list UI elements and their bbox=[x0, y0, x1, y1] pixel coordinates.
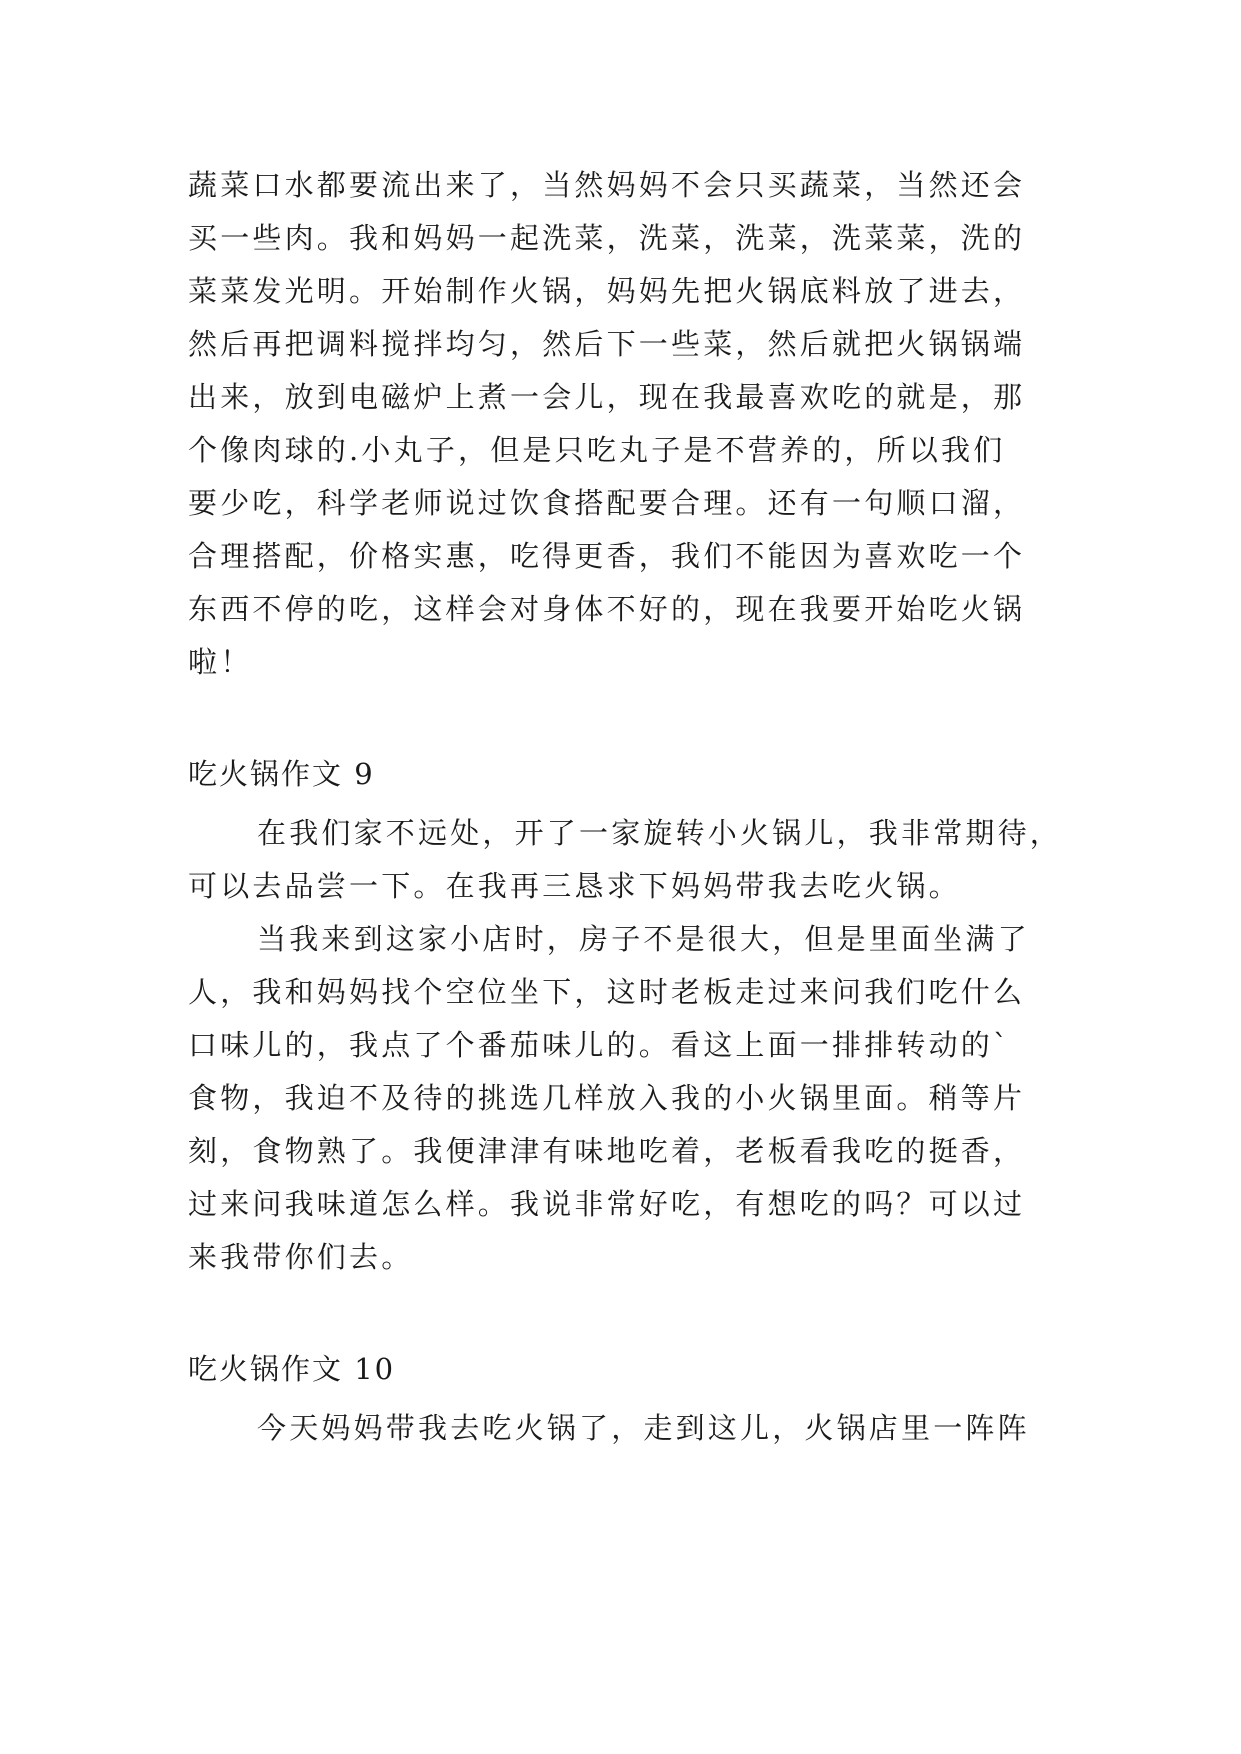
paragraph-line: 啦！ bbox=[188, 645, 253, 679]
paragraph-line: 个像肉球的.小丸子，但是只吃丸子是不营养的，所以我们 bbox=[188, 433, 1006, 467]
paragraph-line: 当我来到这家小店时，房子不是很大，但是里面坐满了 bbox=[257, 922, 1030, 956]
paragraph-line: 刻，食物熟了。我便津津有味地吃着，老板看我吃的挺香， bbox=[188, 1134, 1026, 1168]
paragraph-line: 东西不停的吃，这样会对身体不好的，现在我要开始吃火锅 bbox=[188, 592, 1026, 626]
paragraph-line: 今天妈妈带我去吃火锅了，走到这儿，火锅店里一阵阵 bbox=[257, 1411, 1030, 1445]
paragraph-line: 要少吃，科学老师说过饮食搭配要合理。还有一句顺口溜， bbox=[188, 486, 1026, 520]
section-title: 吃火锅作文 9 bbox=[188, 757, 375, 791]
paragraph-line: 过来问我味道怎么样。我说非常好吃，有想吃的吗？可以过 bbox=[188, 1187, 1026, 1221]
section-title: 吃火锅作文 10 bbox=[188, 1352, 396, 1386]
paragraph-line: 合理搭配，价格实惠，吃得更香，我们不能因为喜欢吃一个 bbox=[188, 539, 1026, 573]
paragraph-line: 买一些肉。我和妈妈一起洗菜，洗菜，洗菜，洗菜菜，洗的 bbox=[188, 221, 1026, 255]
paragraph-line: 口味儿的，我点了个番茄味儿的。看这上面一排排转动的` bbox=[188, 1028, 1011, 1062]
paragraph-line: 人，我和妈妈找个空位坐下，这时老板走过来问我们吃什么 bbox=[188, 975, 1026, 1009]
paragraph-line: 出来，放到电磁炉上煮一会儿，现在我最喜欢吃的就是，那 bbox=[188, 380, 1026, 414]
paragraph-line: 蔬菜口水都要流出来了，当然妈妈不会只买蔬菜，当然还会 bbox=[188, 168, 1026, 202]
paragraph-line: 然后再把调料搅拌均匀，然后下一些菜，然后就把火锅锅端 bbox=[188, 327, 1026, 361]
paragraph-line: 在我们家不远处，开了一家旋转小火锅儿，我非常期待， bbox=[257, 816, 1063, 850]
paragraph-line: 食物，我迫不及待的挑选几样放入我的小火锅里面。稍等片 bbox=[188, 1081, 1026, 1115]
paragraph-line: 可以去品尝一下。在我再三恳求下妈妈带我去吃火锅。 bbox=[188, 869, 961, 903]
paragraph-line: 菜菜发光明。开始制作火锅，妈妈先把火锅底料放了进去， bbox=[188, 274, 1026, 308]
paragraph-line: 来我带你们去。 bbox=[188, 1240, 414, 1274]
